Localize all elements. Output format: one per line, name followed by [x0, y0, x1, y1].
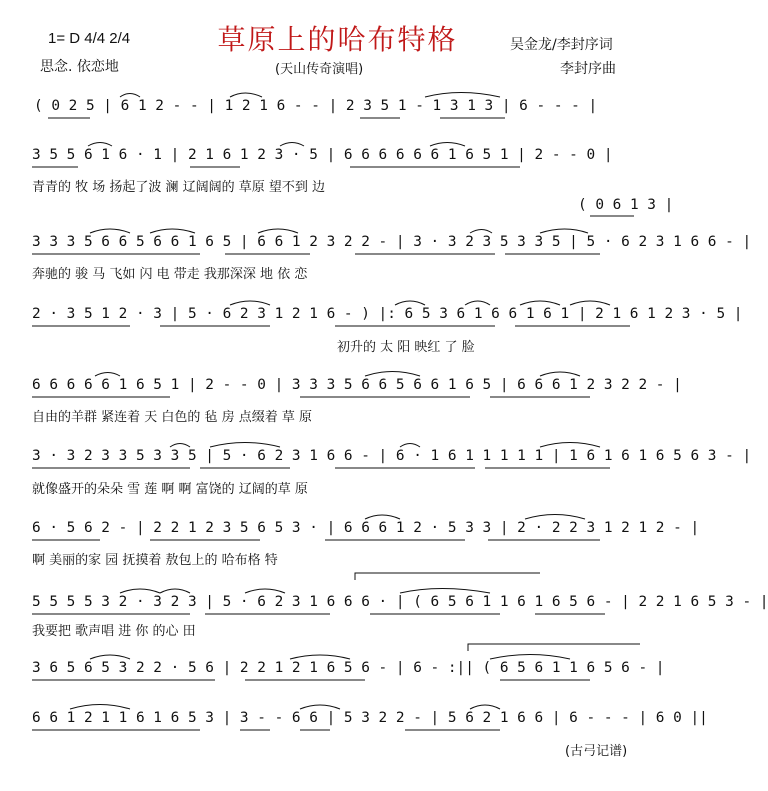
- lyricist-credit: 吴金龙/李封序词: [510, 37, 613, 53]
- score-line-3: ( 0 6 1 3 |: [578, 197, 674, 213]
- lyrics-line-6: 自由的羊群 紧连着 天 白色的 毡 房 点缀着 草 原: [32, 410, 313, 425]
- lyrics-line-8: 啊 美丽的家 园 抚摸着 敖包上的 哈布格 特: [32, 553, 278, 568]
- score-line-9: 5 5 5 5 3 2 · 3 2 3 | 5 · 6 2 3 1 6 6 6 · | ( 6 5 6 1 1 6 1 6 5 6 - | 2 2 1 6 5 3 - |: [32, 594, 768, 610]
- score-line-5: 2 · 3 5 1 2 · 3 | 5 · 6 2 3 1 2 1 6 - ) |: 6 5 3 6 1 6 6 1 6 1 | 2 1 6 1 2 3 · 5 |: [32, 306, 743, 322]
- lyrics-line-9: 我要把 歌声唱 进 你 的心 田: [32, 624, 196, 639]
- transcriber-credit: (古弓记谱): [565, 744, 628, 759]
- composer-credit: 李封序曲: [560, 61, 616, 77]
- lyrics-line-7: 就像盛开的朵朵 雪 莲 啊 啊 富饶的 辽阔的草 原: [32, 482, 308, 497]
- key-signature: 1= D 4/4 2/4: [48, 30, 131, 47]
- song-title: 草原上的哈布特格: [217, 23, 458, 56]
- score-line-11: 6 6 1 2 1 1 6 1 6 5 3 | 3 - - 6 6 | 5 3 2 2 - | 5 6 2 1 6 6 | 6 - - - | 6 0 ||: [32, 710, 708, 726]
- lyrics-line-4: 奔驰的 骏 马 飞如 闪 电 带走 我那深深 地 依 恋: [32, 267, 308, 282]
- score-line-1: ( 0 2 5 | 6 1 2 - - | 1 2 1 6 - - | 2 3 5 1 - 1 3 1 3 | 6 - - - |: [34, 98, 598, 114]
- score-line-8: 6 · 5 6 2 - | 2 2 1 2 3 5 6 5 3 · | 6 6 6 1 2 · 5 3 3 | 2 · 2 2 3 1 2 1 2 - |: [32, 520, 700, 536]
- lyrics-line-2: 青青的 牧 场 扬起了波 澜 辽阔阔的 草原 望不到 边: [32, 180, 326, 195]
- score-line-7: 3 · 3 2 3 3 5 3 3 5 | 5 · 6 2 3 1 6 6 - | 6 · 1 6 1 1 1 1 1 | 1 6 1 6 1 6 5 6 3 - |: [32, 448, 752, 464]
- lyrics-line-5: 初升的 太 阳 映红 了 脸: [337, 340, 475, 355]
- singer-credit: (天山传奇演唱): [275, 62, 364, 77]
- mood-marking: 思念. 依恋地: [40, 59, 119, 75]
- score-line-4: 3 3 3 5 6 6 5 6 6 1 6 5 | 6 6 1 2 3 2 2 - | 3 · 3 2 3 5 3 3 5 | 5 · 6 2 3 1 6 6 - |: [32, 234, 752, 250]
- score-line-6: 6 6 6 6 6 1 6 5 1 | 2 - - 0 | 3 3 3 5 6 6 5 6 6 1 6 5 | 6 6 6 1 2 3 2 2 - |: [32, 377, 682, 393]
- score-line-10: 3 6 5 6 5 3 2 2 · 5 6 | 2 2 1 2 1 6 5 6 - | 6 - :|| ( 6 5 6 1 1 6 5 6 - |: [32, 660, 665, 676]
- score-line-2: 3 5 5 6 1 6 · 1 | 2 1 6 1 2 3 · 5 | 6 6 6 6 6 6 1 6 5 1 | 2 - - 0 |: [32, 147, 613, 163]
